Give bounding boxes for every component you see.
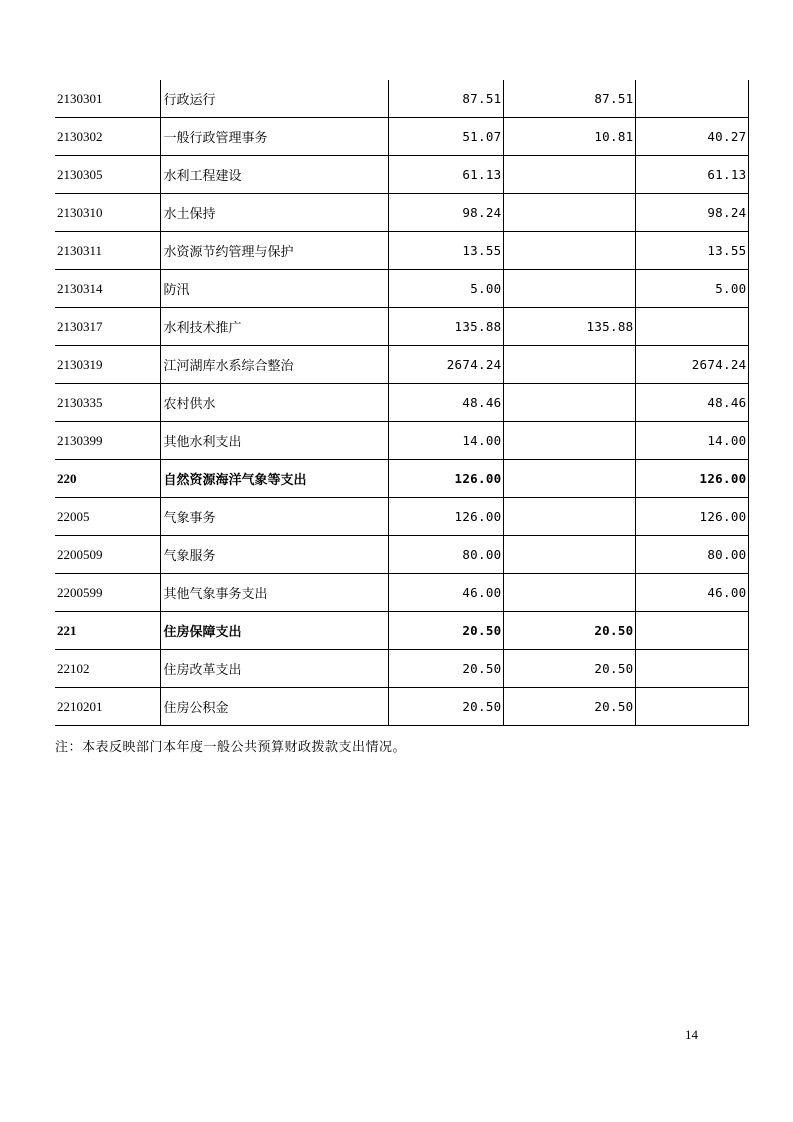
project-expenditure-cell: 40.27 [635, 118, 748, 156]
subject-name-cell: 水利技术推广 [160, 308, 388, 346]
table-footnote: 注：本表反映部门本年度一般公共预算财政拨款支出情况。 [55, 740, 407, 755]
table-row [55, 118, 748, 156]
project-expenditure-cell: 126.00 [635, 498, 748, 536]
total-amount-cell: 46.00 [388, 574, 503, 612]
basic-expenditure-cell [503, 498, 635, 536]
total-amount-cell: 135.88 [388, 308, 503, 346]
project-expenditure-cell: 46.00 [635, 574, 748, 612]
table-row [55, 650, 748, 688]
total-amount-cell: 48.46 [388, 384, 503, 422]
table-body [55, 80, 748, 726]
table-row [55, 574, 748, 612]
budget-expenditure-table [55, 80, 749, 726]
table-row [55, 422, 748, 460]
total-amount-cell: 126.00 [388, 498, 503, 536]
subject-code-cell: 2130335 [55, 384, 160, 422]
basic-expenditure-cell [503, 384, 635, 422]
subject-name-cell: 一般行政管理事务 [160, 118, 388, 156]
subject-code-cell: 2200599 [55, 574, 160, 612]
basic-expenditure-cell [503, 460, 635, 498]
subject-name-cell: 其他水利支出 [160, 422, 388, 460]
project-expenditure-cell: 48.46 [635, 384, 748, 422]
table-row [55, 156, 748, 194]
subject-code-cell: 2130399 [55, 422, 160, 460]
basic-expenditure-cell [503, 270, 635, 308]
subject-name-cell: 气象服务 [160, 536, 388, 574]
table-row [55, 80, 748, 118]
subject-code-cell: 22005 [55, 498, 160, 536]
basic-expenditure-cell: 20.50 [503, 612, 635, 650]
table-row [55, 346, 748, 384]
subject-code-cell: 2130317 [55, 308, 160, 346]
project-expenditure-cell: 61.13 [635, 156, 748, 194]
basic-expenditure-cell: 10.81 [503, 118, 635, 156]
total-amount-cell: 5.00 [388, 270, 503, 308]
subject-name-cell: 住房改革支出 [160, 650, 388, 688]
basic-expenditure-cell [503, 574, 635, 612]
total-amount-cell: 20.50 [388, 650, 503, 688]
total-amount-cell: 13.55 [388, 232, 503, 270]
subject-name-cell: 水资源节约管理与保护 [160, 232, 388, 270]
subject-code-cell: 2130310 [55, 194, 160, 232]
project-expenditure-cell: 98.24 [635, 194, 748, 232]
subject-name-cell: 江河湖库水系综合整治 [160, 346, 388, 384]
total-amount-cell: 98.24 [388, 194, 503, 232]
subject-code-cell: 2130319 [55, 346, 160, 384]
subject-name-cell: 行政运行 [160, 80, 388, 118]
basic-expenditure-cell [503, 346, 635, 384]
project-expenditure-cell: 13.55 [635, 232, 748, 270]
table-row [55, 384, 748, 422]
table-row [55, 460, 748, 498]
project-expenditure-cell: 14.00 [635, 422, 748, 460]
subject-code-cell: 2130302 [55, 118, 160, 156]
basic-expenditure-cell [503, 194, 635, 232]
subject-code-cell: 2130311 [55, 232, 160, 270]
basic-expenditure-cell: 135.88 [503, 308, 635, 346]
basic-expenditure-cell [503, 232, 635, 270]
table-row [55, 270, 748, 308]
subject-name-cell: 其他气象事务支出 [160, 574, 388, 612]
basic-expenditure-cell [503, 422, 635, 460]
table-row [55, 688, 748, 726]
basic-expenditure-cell: 20.50 [503, 688, 635, 726]
table-row [55, 308, 748, 346]
project-expenditure-cell: 5.00 [635, 270, 748, 308]
table-row [55, 536, 748, 574]
table-row [55, 612, 748, 650]
project-expenditure-cell [635, 308, 748, 346]
subject-code-cell: 22102 [55, 650, 160, 688]
total-amount-cell: 14.00 [388, 422, 503, 460]
table-row [55, 194, 748, 232]
total-amount-cell: 20.50 [388, 612, 503, 650]
subject-name-cell: 住房公积金 [160, 688, 388, 726]
total-amount-cell: 2674.24 [388, 346, 503, 384]
basic-expenditure-cell [503, 536, 635, 574]
subject-code-cell: 2130305 [55, 156, 160, 194]
subject-code-cell: 2130314 [55, 270, 160, 308]
basic-expenditure-cell: 87.51 [503, 80, 635, 118]
subject-name-cell: 水利工程建设 [160, 156, 388, 194]
subject-code-cell: 2200509 [55, 536, 160, 574]
total-amount-cell: 87.51 [388, 80, 503, 118]
total-amount-cell: 80.00 [388, 536, 503, 574]
subject-name-cell: 气象事务 [160, 498, 388, 536]
subject-code-cell: 221 [55, 612, 160, 650]
basic-expenditure-cell: 20.50 [503, 650, 635, 688]
subject-code-cell: 2210201 [55, 688, 160, 726]
project-expenditure-cell [635, 688, 748, 726]
project-expenditure-cell: 126.00 [635, 460, 748, 498]
total-amount-cell: 61.13 [388, 156, 503, 194]
subject-name-cell: 防汛 [160, 270, 388, 308]
project-expenditure-cell [635, 650, 748, 688]
total-amount-cell: 51.07 [388, 118, 503, 156]
total-amount-cell: 20.50 [388, 688, 503, 726]
subject-name-cell: 住房保障支出 [160, 612, 388, 650]
project-expenditure-cell: 2674.24 [635, 346, 748, 384]
subject-name-cell: 水土保持 [160, 194, 388, 232]
subject-name-cell: 农村供水 [160, 384, 388, 422]
subject-name-cell: 自然资源海洋气象等支出 [160, 460, 388, 498]
project-expenditure-cell: 80.00 [635, 536, 748, 574]
project-expenditure-cell [635, 612, 748, 650]
project-expenditure-cell [635, 80, 748, 118]
subject-code-cell: 220 [55, 460, 160, 498]
page-number: 14 [685, 1027, 698, 1042]
basic-expenditure-cell [503, 156, 635, 194]
table-row [55, 498, 748, 536]
budget-table-container [55, 80, 748, 726]
table-row [55, 232, 748, 270]
total-amount-cell: 126.00 [388, 460, 503, 498]
subject-code-cell: 2130301 [55, 80, 160, 118]
